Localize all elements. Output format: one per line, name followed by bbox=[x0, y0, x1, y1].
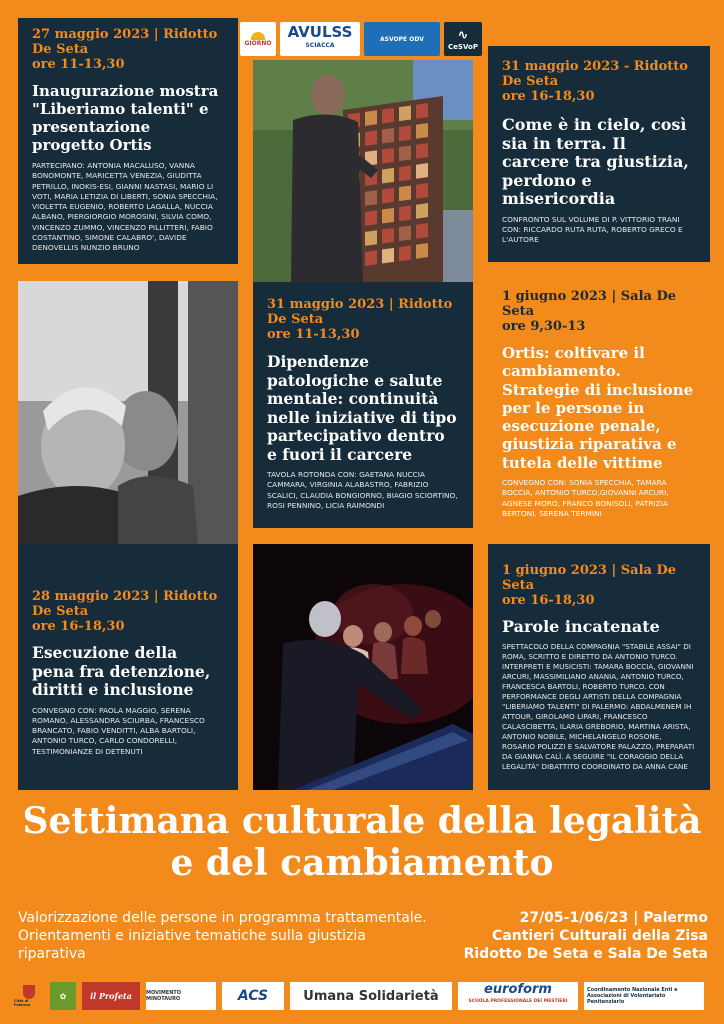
coordinamento-nazionale-logo: Coordinamento Nazionale Enti e Associazioni di Volontariato Penitenziario bbox=[584, 982, 704, 1010]
event-date: 31 maggio 2023 | Ridotto De Seta bbox=[267, 297, 453, 327]
cesvop-logo: ∿ CeSVoP bbox=[444, 22, 482, 56]
event-time: ore 16-18,30 bbox=[32, 619, 125, 634]
event-participants: CONVEGNO CON: PAOLA MAGGIO, SERENA ROMANO, ALESSANDRA SCIURBA, FRANCESCO BRANCATO, FABIO VENDITTI, ALBA BARTOLI, ANTONIO TURCO, CARLO CONDORELLI, TESTIMONIANZE DI DETENUTI bbox=[32, 705, 205, 756]
minotauro-logo: MOVIMENTO MINOTAURO bbox=[146, 982, 216, 1010]
event-title: Parole incatenate bbox=[502, 617, 660, 636]
event-date: 31 maggio 2023 - Ridotto De Seta bbox=[502, 59, 688, 89]
event-rooms: Ridotto De Seta e Sala De Seta bbox=[463, 946, 708, 962]
palermo-city-logo: Città di Palermo bbox=[14, 982, 44, 1010]
event-card-3 bbox=[253, 282, 473, 528]
event-title: Esecuzione della pena fra detenzione, diritti e inclusione bbox=[32, 643, 211, 699]
profeta-logo: il Profeta bbox=[82, 982, 140, 1010]
event-time: ore 11-13,30 bbox=[32, 57, 125, 72]
event-title: Dipendenze patologiche e salute mentale: continuità nelle iniziative di tipo partecipativo dentro e fuori il carcere bbox=[267, 352, 457, 464]
event-date: 1 giugno 2023 | Sala De Seta bbox=[502, 563, 676, 593]
event-participants: SPETTACOLO DELLA COMPAGNIA "STABILE ASSAI" DI ROMA, SCRITTO E DIRETTO DA ANTONIO TURCO. INTERPRETI E MUSICISTI: TAMARA BOCCIA, GIOVANNI ARCURI, MASSIMILIANO ANANIA, ANTONIO TURCO, FRANCESCA BARTOLI, ROBERTO TURCO. CON PERFORMANCE DEGLI ARTISTI DELLA COMPAGNIA "LIBERIAMO TALENTI" DI PALERMO: ABDALMENEM IH ATTOUR, GIROLAMO LIPARI, FRANCESCO CALASCIBETTA, ILARIA GREBORIO, MARTINA ARISTA, ANTONIO NOBILE, MICHELANGELO ROSONE, ROSARIO POLIZZI E SALVATORE PALAZZO, PREPARATI DA GIANNA CALÌ. A SEGUIRE "IL CORAGGIO DELLA LEGALITÀ" DIBATTITO COORDINATO DA ANNA CANE bbox=[502, 642, 695, 771]
event-venue: Cantieri Culturali della Zisa bbox=[492, 928, 708, 944]
main-title bbox=[0, 800, 724, 884]
event-participants: TAVOLA ROTONDA CON: GAETANA NUCCIA CAMMARA, VIRGINIA ALABASTRO, FABRIZIO SCALICI, CLAUDIA BONGIORNO, BIAGIO SCIORTINO, ROSI PENNINO, LICIA RAIMONDI bbox=[267, 470, 458, 510]
green-leaf-logo: ✿ bbox=[50, 982, 76, 1010]
umana-solidarieta-logo: Umana Solidarietà bbox=[290, 982, 452, 1010]
avulss-logo: AVULSS SCIACCA bbox=[280, 22, 360, 56]
photo-mosaic-artist bbox=[253, 60, 473, 282]
main-title-line-1: Settimana culturale della legalità bbox=[22, 800, 702, 842]
event-card-5 bbox=[18, 544, 238, 790]
event-title: Come è in cielo, così sia in terra. Il carcere tra giustizia, perdono e misericordia bbox=[502, 115, 689, 208]
partner-logos-bottom bbox=[14, 980, 714, 1012]
event-date: 27 maggio 2023 | Ridotto De Seta bbox=[32, 27, 218, 57]
event-dates-location: 27/05-1/06/23 | Palermo bbox=[519, 910, 708, 926]
event-card-1 bbox=[18, 18, 238, 264]
event-time: ore 16-18,30 bbox=[502, 89, 595, 104]
event-card-2 bbox=[488, 46, 710, 262]
event-time: ore 16-18,30 bbox=[502, 593, 595, 608]
acs-logo: ACS bbox=[222, 982, 284, 1010]
event-participants: PARTECIPANO: ANTONIA MACALUSO, VANNA BONOMONTE, MARICETTA VENEZIA, GIUDITTA PETRILLO, INOKIS-ESI, GIANNI NASTASI, MARIO LI VOTI, MARIA LETIZIA DI LIBERTI, SONIA SPECCHIA, VIOLETTA EUGENIO, ROBERTO LAGALLA, NUCCIA ALBANO, PIERGIORGIO MOROSINI, SILVIA COMO, VINCENZO ZUMMO, VINCENZO PILLITTERI, FABIO COSTANTINO, SIMONE CALABRO', DAVIDE DENOVELLIS NUNZIO BRUNO bbox=[32, 161, 218, 253]
partner-logos-top bbox=[240, 18, 488, 60]
event-date: 1 giugno 2023 | Sala De Seta bbox=[502, 289, 676, 319]
event-participants: CONVEGNO CON: SONIA SPECCHIA, TAMARA BOCCIA, ANTONIO TURCO,GIOVANNI ARCURI, AGNESE MORO, FRANCO BONISOLI, PATRIZIA BERTONI, SERENA TERMINI bbox=[502, 478, 669, 518]
event-participants: CONFRONTO SUL VOLUME DI P. VITTORIO TRANI CON: RICCARDO RUTA RUTA, ROBERTO GRECO E L'AUTORE bbox=[502, 214, 683, 245]
event-time: ore 9,30-13 bbox=[502, 319, 586, 334]
subtitle: Valorizzazione delle persone in programma trattamentale. Orientamenti e iniziative tematiche sulla giustizia riparativa bbox=[18, 910, 427, 962]
asvope-logo: ASVOPE ODV bbox=[364, 22, 440, 56]
event-info bbox=[438, 909, 708, 963]
event-title: Inaugurazione mostra "Liberiamo talenti" e presentazione progetto Ortis bbox=[32, 82, 219, 154]
giorno-logo: GIORNO bbox=[240, 22, 276, 56]
event-title: Ortis: coltivare il cambiamento. Strategie di inclusione per le persone in esecuzione penale, giustizia riparativa e tutela delle vittime bbox=[502, 344, 694, 472]
event-card-6 bbox=[488, 544, 710, 790]
photo-bw-portrait bbox=[18, 281, 238, 544]
event-card-4 bbox=[488, 276, 710, 528]
main-title-line-2: e del cambiamento bbox=[170, 842, 554, 884]
event-time: ore 11-13,30 bbox=[267, 327, 360, 342]
euroform-logo: euroform SCUOLA PROFESSIONALE DEI MESTIERI bbox=[458, 982, 578, 1010]
photo-stage-performance bbox=[253, 544, 473, 790]
event-date: 28 maggio 2023 | Ridotto De Seta bbox=[32, 589, 218, 619]
